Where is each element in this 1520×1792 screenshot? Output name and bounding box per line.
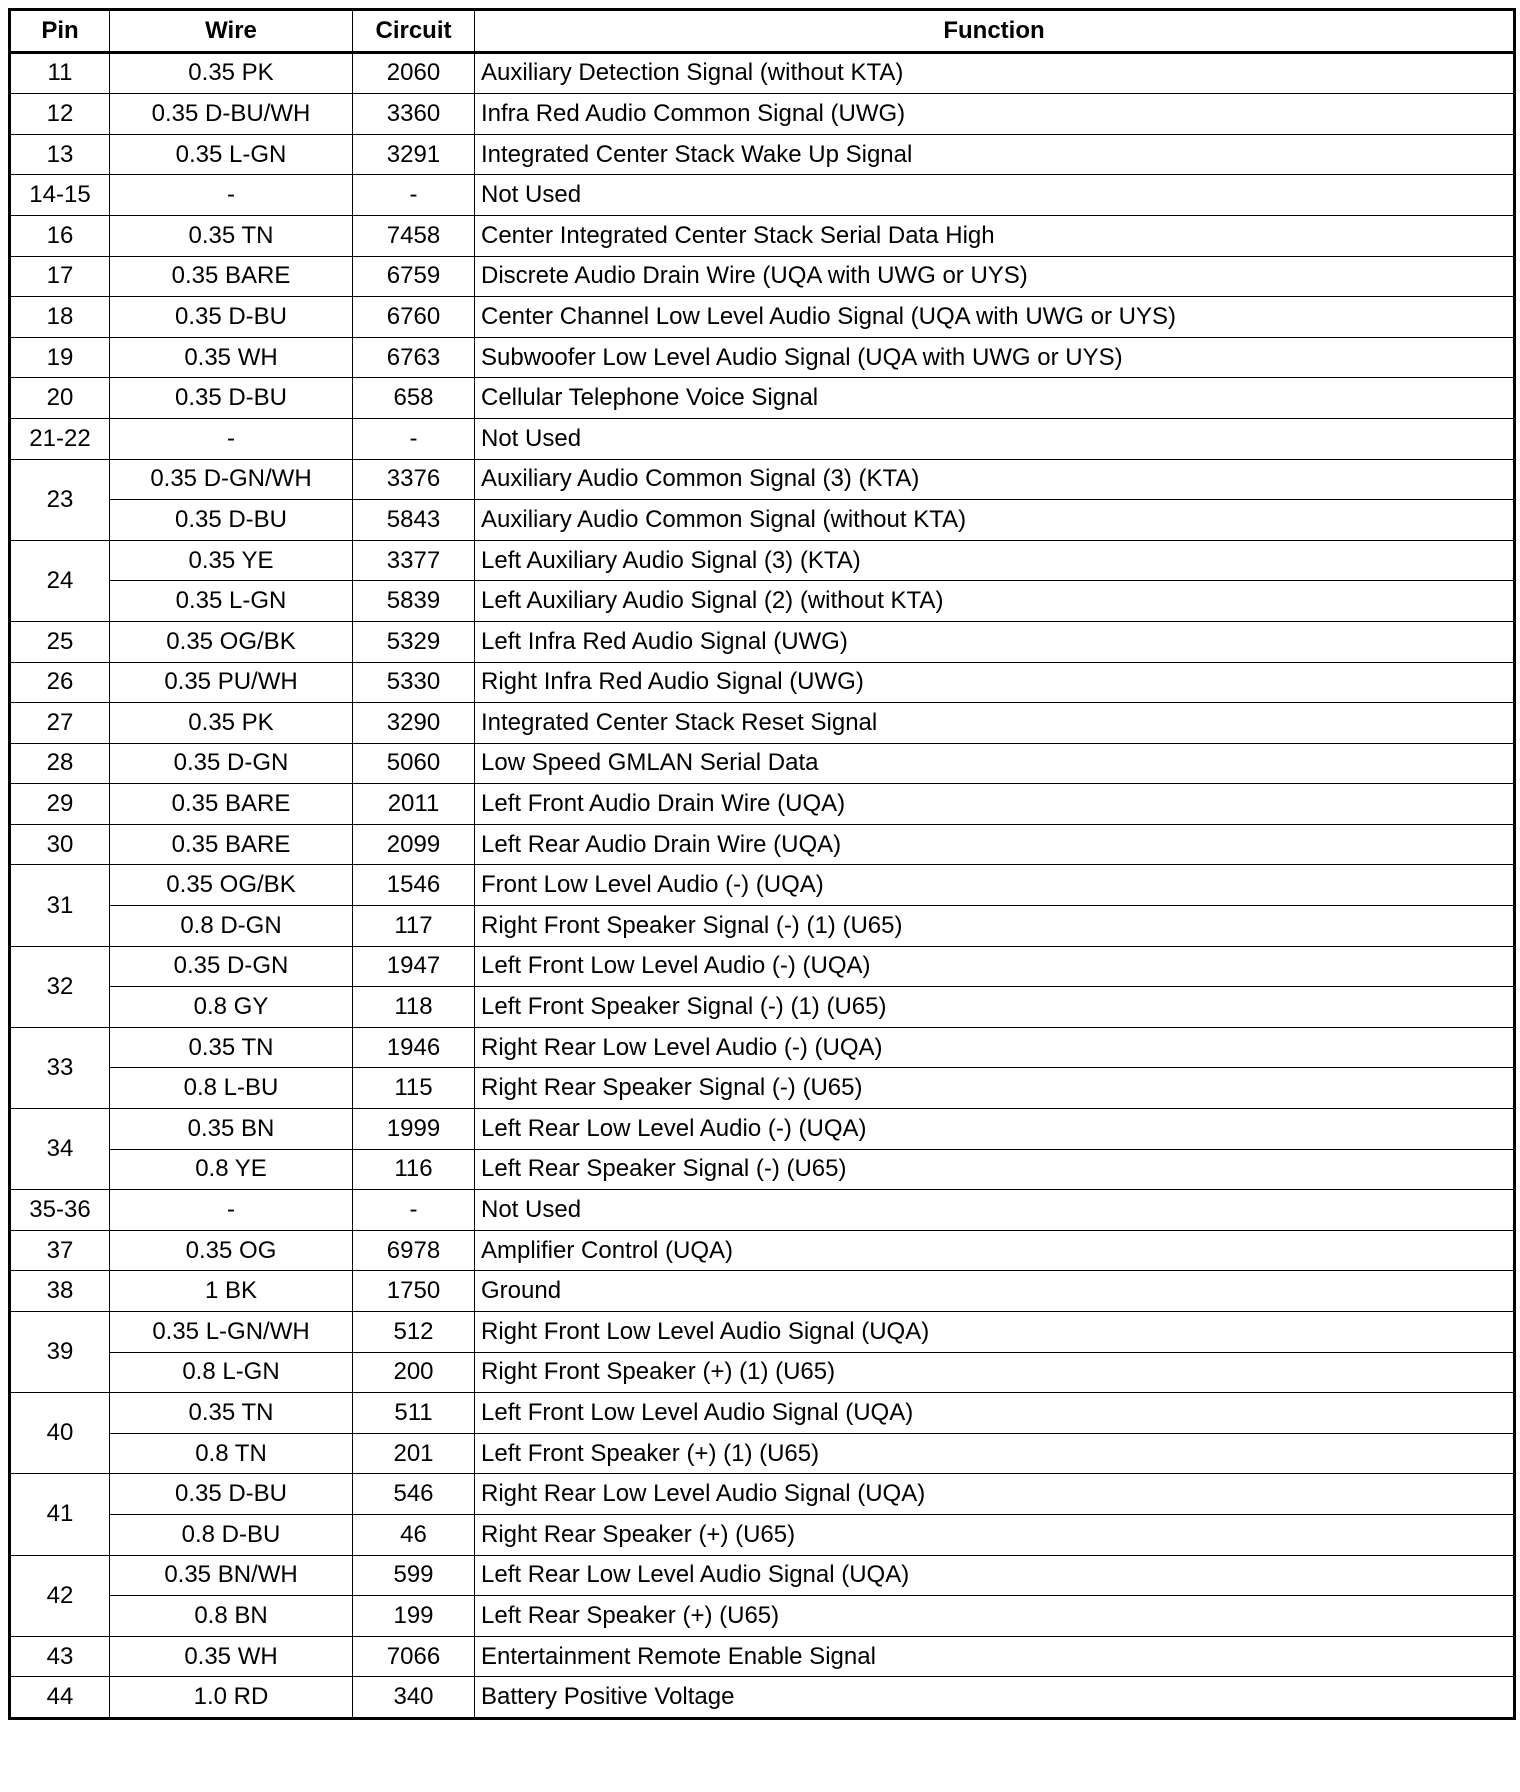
wire-cell: 0.35 PU/WH <box>110 662 353 703</box>
pin-cell: 35-36 <box>10 1190 110 1231</box>
circuit-cell: 46 <box>353 1514 475 1555</box>
table-row <box>10 1149 1515 1190</box>
table-row <box>10 1027 1515 1068</box>
circuit-cell: 2099 <box>353 824 475 865</box>
table-row <box>10 1230 1515 1271</box>
function-cell: Left Rear Audio Drain Wire (UQA) <box>475 824 1515 865</box>
function-cell: Discrete Audio Drain Wire (UQA with UWG or UYS) <box>475 256 1515 297</box>
wire-cell: 0.35 D-GN/WH <box>110 459 353 500</box>
function-cell: Right Front Speaker Signal (-) (1) (U65) <box>475 906 1515 947</box>
function-cell: Left Front Low Level Audio Signal (UQA) <box>475 1393 1515 1434</box>
table-row <box>10 459 1515 500</box>
table-row <box>10 703 1515 744</box>
wire-cell: 0.35 WH <box>110 337 353 378</box>
wire-cell: - <box>110 418 353 459</box>
table-row <box>10 256 1515 297</box>
circuit-cell: 512 <box>353 1312 475 1353</box>
wire-cell: 0.35 D-BU/WH <box>110 94 353 135</box>
wire-cell: 0.35 L-GN <box>110 581 353 622</box>
circuit-cell: 1546 <box>353 865 475 906</box>
pin-cell: 39 <box>10 1312 110 1393</box>
function-cell: Left Auxiliary Audio Signal (3) (KTA) <box>475 540 1515 581</box>
wire-cell: 0.35 L-GN <box>110 134 353 175</box>
circuit-cell: - <box>353 175 475 216</box>
circuit-cell: 340 <box>353 1677 475 1719</box>
table-row <box>10 1352 1515 1393</box>
wire-cell: 0.8 GY <box>110 987 353 1028</box>
circuit-cell: 599 <box>353 1555 475 1596</box>
pin-cell: 29 <box>10 784 110 825</box>
table-row <box>10 1596 1515 1637</box>
function-cell: Left Auxiliary Audio Signal (2) (without KTA) <box>475 581 1515 622</box>
header-row <box>10 10 1515 53</box>
pin-cell: 19 <box>10 337 110 378</box>
function-cell: Left Front Speaker (+) (1) (U65) <box>475 1433 1515 1474</box>
wire-cell: 0.35 PK <box>110 703 353 744</box>
table-header <box>10 10 1515 53</box>
circuit-cell: 5060 <box>353 743 475 784</box>
table-row <box>10 743 1515 784</box>
wire-cell: 0.35 BARE <box>110 784 353 825</box>
wire-cell: 1 BK <box>110 1271 353 1312</box>
pin-cell: 42 <box>10 1555 110 1636</box>
wire-cell: 0.8 YE <box>110 1149 353 1190</box>
pin-cell: 26 <box>10 662 110 703</box>
table-row <box>10 418 1515 459</box>
table-row <box>10 987 1515 1028</box>
circuit-cell: 200 <box>353 1352 475 1393</box>
function-cell: Left Front Speaker Signal (-) (1) (U65) <box>475 987 1515 1028</box>
function-cell: Left Infra Red Audio Signal (UWG) <box>475 621 1515 662</box>
pin-cell: 21-22 <box>10 418 110 459</box>
function-cell: Left Rear Speaker Signal (-) (U65) <box>475 1149 1515 1190</box>
function-cell: Not Used <box>475 418 1515 459</box>
circuit-cell: - <box>353 1190 475 1231</box>
wire-cell: 0.35 D-BU <box>110 378 353 419</box>
circuit-cell: 6759 <box>353 256 475 297</box>
wire-cell: 0.35 TN <box>110 1393 353 1434</box>
table-row <box>10 1271 1515 1312</box>
table-row <box>10 946 1515 987</box>
function-cell: Auxiliary Detection Signal (without KTA) <box>475 52 1515 94</box>
function-cell: Amplifier Control (UQA) <box>475 1230 1515 1271</box>
pin-cell: 23 <box>10 459 110 540</box>
circuit-cell: 116 <box>353 1149 475 1190</box>
wire-cell: 0.35 BN/WH <box>110 1555 353 1596</box>
circuit-cell: 5329 <box>353 621 475 662</box>
pin-cell: 31 <box>10 865 110 946</box>
table-row <box>10 1109 1515 1150</box>
table-row <box>10 540 1515 581</box>
table-row <box>10 1433 1515 1474</box>
circuit-cell: 5843 <box>353 500 475 541</box>
function-cell: Ground <box>475 1271 1515 1312</box>
circuit-cell: 1946 <box>353 1027 475 1068</box>
pin-cell: 25 <box>10 621 110 662</box>
connector-pinout-table <box>8 8 1516 1720</box>
pin-cell: 17 <box>10 256 110 297</box>
function-cell: Right Front Low Level Audio Signal (UQA) <box>475 1312 1515 1353</box>
wire-cell: 0.35 BN <box>110 1109 353 1150</box>
function-cell: Right Rear Speaker (+) (U65) <box>475 1514 1515 1555</box>
wire-cell: 1.0 RD <box>110 1677 353 1719</box>
function-cell: Not Used <box>475 175 1515 216</box>
pin-cell: 14-15 <box>10 175 110 216</box>
circuit-cell: 118 <box>353 987 475 1028</box>
wire-cell: 0.35 D-BU <box>110 500 353 541</box>
pin-cell: 38 <box>10 1271 110 1312</box>
table-body <box>10 52 1515 1718</box>
function-cell: Right Rear Speaker Signal (-) (U65) <box>475 1068 1515 1109</box>
circuit-cell: 546 <box>353 1474 475 1515</box>
pin-cell: 44 <box>10 1677 110 1719</box>
table-row <box>10 865 1515 906</box>
wire-cell: 0.8 L-BU <box>110 1068 353 1109</box>
pin-cell: 20 <box>10 378 110 419</box>
function-cell: Subwoofer Low Level Audio Signal (UQA with UWG or UYS) <box>475 337 1515 378</box>
function-cell: Center Integrated Center Stack Serial Data High <box>475 215 1515 256</box>
header-function: Function <box>475 10 1515 53</box>
pin-cell: 12 <box>10 94 110 135</box>
pin-cell: 27 <box>10 703 110 744</box>
circuit-cell: 6760 <box>353 297 475 338</box>
header-wire: Wire <box>110 10 353 53</box>
table-row <box>10 1555 1515 1596</box>
wire-cell: - <box>110 1190 353 1231</box>
function-cell: Left Rear Low Level Audio (-) (UQA) <box>475 1109 1515 1150</box>
circuit-cell: 1999 <box>353 1109 475 1150</box>
table-row <box>10 175 1515 216</box>
table-row <box>10 52 1515 94</box>
pin-cell: 32 <box>10 946 110 1027</box>
circuit-cell: 658 <box>353 378 475 419</box>
pin-cell: 43 <box>10 1636 110 1677</box>
function-cell: Integrated Center Stack Reset Signal <box>475 703 1515 744</box>
table-row <box>10 215 1515 256</box>
wire-cell: 0.35 OG/BK <box>110 621 353 662</box>
circuit-cell: 5330 <box>353 662 475 703</box>
pin-cell: 33 <box>10 1027 110 1108</box>
wire-cell: 0.8 L-GN <box>110 1352 353 1393</box>
circuit-cell: 199 <box>353 1596 475 1637</box>
pin-cell: 18 <box>10 297 110 338</box>
table-row <box>10 378 1515 419</box>
circuit-cell: 6763 <box>353 337 475 378</box>
wire-cell: 0.35 OG/BK <box>110 865 353 906</box>
circuit-cell: - <box>353 418 475 459</box>
circuit-cell: 3377 <box>353 540 475 581</box>
table-row <box>10 337 1515 378</box>
wire-cell: 0.8 D-GN <box>110 906 353 947</box>
pin-cell: 11 <box>10 52 110 94</box>
table-row <box>10 662 1515 703</box>
circuit-cell: 201 <box>353 1433 475 1474</box>
table-row <box>10 1474 1515 1515</box>
table-row <box>10 1514 1515 1555</box>
pin-cell: 37 <box>10 1230 110 1271</box>
wire-cell: 0.35 D-BU <box>110 1474 353 1515</box>
function-cell: Right Front Speaker (+) (1) (U65) <box>475 1352 1515 1393</box>
table-row <box>10 906 1515 947</box>
function-cell: Auxiliary Audio Common Signal (3) (KTA) <box>475 459 1515 500</box>
wire-cell: 0.35 WH <box>110 1636 353 1677</box>
circuit-cell: 1947 <box>353 946 475 987</box>
table-row <box>10 784 1515 825</box>
function-cell: Auxiliary Audio Common Signal (without KTA) <box>475 500 1515 541</box>
table-row <box>10 581 1515 622</box>
pin-cell: 16 <box>10 215 110 256</box>
pin-cell: 41 <box>10 1474 110 1555</box>
table-row <box>10 1677 1515 1719</box>
table-row <box>10 1312 1515 1353</box>
circuit-cell: 5839 <box>353 581 475 622</box>
function-cell: Right Infra Red Audio Signal (UWG) <box>475 662 1515 703</box>
wire-cell: 0.8 BN <box>110 1596 353 1637</box>
wire-cell: 0.35 D-GN <box>110 946 353 987</box>
wire-cell: 0.35 TN <box>110 215 353 256</box>
circuit-cell: 117 <box>353 906 475 947</box>
circuit-cell: 3290 <box>353 703 475 744</box>
wire-cell: 0.35 D-GN <box>110 743 353 784</box>
wire-cell: 0.35 BARE <box>110 824 353 865</box>
function-cell: Battery Positive Voltage <box>475 1677 1515 1719</box>
function-cell: Right Rear Low Level Audio (-) (UQA) <box>475 1027 1515 1068</box>
function-cell: Not Used <box>475 1190 1515 1231</box>
function-cell: Center Channel Low Level Audio Signal (UQA with UWG or UYS) <box>475 297 1515 338</box>
table-row <box>10 500 1515 541</box>
table-row <box>10 1393 1515 1434</box>
wire-cell: 0.8 TN <box>110 1433 353 1474</box>
pin-cell: 13 <box>10 134 110 175</box>
circuit-cell: 115 <box>353 1068 475 1109</box>
circuit-cell: 1750 <box>353 1271 475 1312</box>
wire-cell: 0.35 D-BU <box>110 297 353 338</box>
table-row <box>10 1068 1515 1109</box>
function-cell: Right Rear Low Level Audio Signal (UQA) <box>475 1474 1515 1515</box>
function-cell: Infra Red Audio Common Signal (UWG) <box>475 94 1515 135</box>
wire-cell: 0.35 PK <box>110 52 353 94</box>
function-cell: Left Front Low Level Audio (-) (UQA) <box>475 946 1515 987</box>
function-cell: Left Rear Low Level Audio Signal (UQA) <box>475 1555 1515 1596</box>
pin-cell: 40 <box>10 1393 110 1474</box>
function-cell: Left Front Audio Drain Wire (UQA) <box>475 784 1515 825</box>
table-row <box>10 94 1515 135</box>
wire-cell: 0.35 OG <box>110 1230 353 1271</box>
pin-cell: 34 <box>10 1109 110 1190</box>
wire-cell: 0.35 YE <box>110 540 353 581</box>
function-cell: Entertainment Remote Enable Signal <box>475 1636 1515 1677</box>
function-cell: Left Rear Speaker (+) (U65) <box>475 1596 1515 1637</box>
circuit-cell: 3291 <box>353 134 475 175</box>
function-cell: Integrated Center Stack Wake Up Signal <box>475 134 1515 175</box>
table-row <box>10 1636 1515 1677</box>
circuit-cell: 511 <box>353 1393 475 1434</box>
function-cell: Front Low Level Audio (-) (UQA) <box>475 865 1515 906</box>
function-cell: Cellular Telephone Voice Signal <box>475 378 1515 419</box>
wire-cell: 0.35 TN <box>110 1027 353 1068</box>
wire-cell: 0.35 BARE <box>110 256 353 297</box>
circuit-cell: 6978 <box>353 1230 475 1271</box>
circuit-cell: 3360 <box>353 94 475 135</box>
table-row <box>10 621 1515 662</box>
circuit-cell: 2011 <box>353 784 475 825</box>
table-row <box>10 134 1515 175</box>
table-row <box>10 1190 1515 1231</box>
circuit-cell: 3376 <box>353 459 475 500</box>
circuit-cell: 7066 <box>353 1636 475 1677</box>
wire-cell: - <box>110 175 353 216</box>
header-circuit: Circuit <box>353 10 475 53</box>
circuit-cell: 2060 <box>353 52 475 94</box>
table-row <box>10 824 1515 865</box>
table-row <box>10 297 1515 338</box>
pin-cell: 30 <box>10 824 110 865</box>
wire-cell: 0.35 L-GN/WH <box>110 1312 353 1353</box>
pin-cell: 24 <box>10 540 110 621</box>
wire-cell: 0.8 D-BU <box>110 1514 353 1555</box>
pin-cell: 28 <box>10 743 110 784</box>
header-pin: Pin <box>10 10 110 53</box>
function-cell: Low Speed GMLAN Serial Data <box>475 743 1515 784</box>
circuit-cell: 7458 <box>353 215 475 256</box>
